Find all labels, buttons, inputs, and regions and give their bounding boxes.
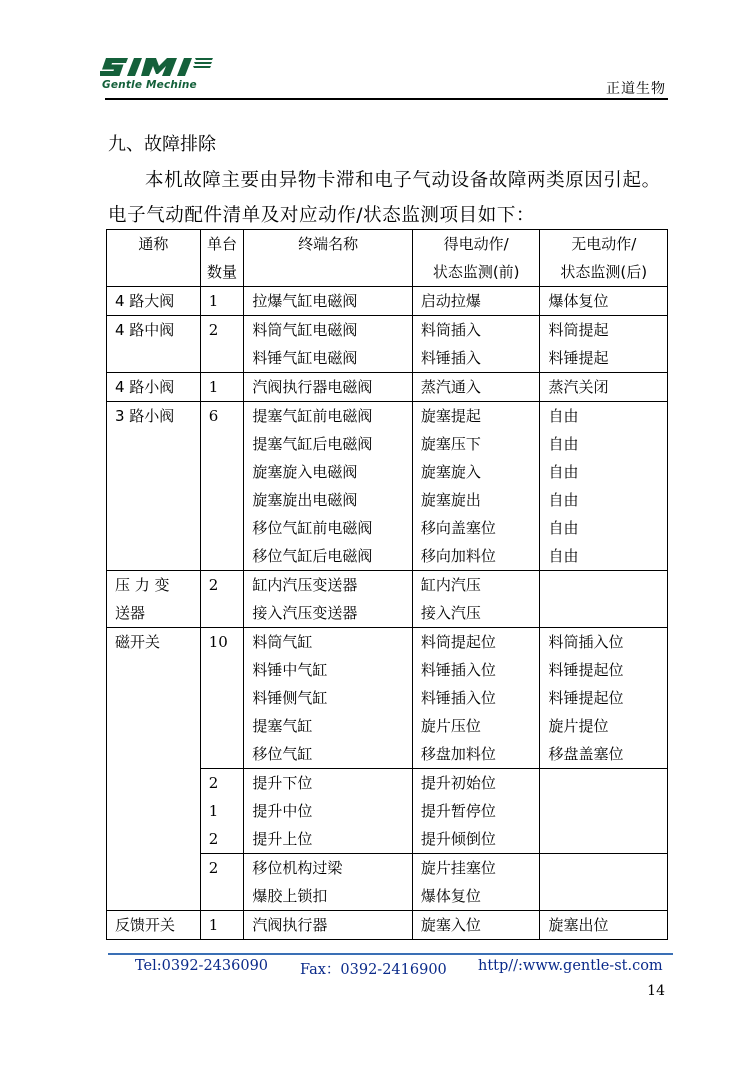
cell-name bbox=[107, 402, 201, 571]
cell-off bbox=[540, 316, 668, 373]
cell-line: 2 bbox=[208, 859, 219, 877]
cell-line: 1 bbox=[208, 292, 219, 310]
cell-qty bbox=[200, 628, 244, 769]
cell-on bbox=[412, 769, 540, 854]
cell-terminal bbox=[244, 769, 413, 854]
cell-terminal bbox=[244, 854, 413, 911]
cell-on bbox=[412, 402, 540, 571]
cell-on bbox=[412, 628, 540, 769]
cell-name bbox=[107, 287, 201, 316]
cell-name bbox=[107, 373, 201, 402]
cell-line: 缸内汽压 bbox=[420, 576, 481, 594]
cell-line: 料锤侧气缸 bbox=[252, 689, 328, 707]
cell-qty bbox=[200, 854, 244, 911]
cell-line: 6 bbox=[208, 407, 219, 425]
cell-line: 料筒气缸电磁阀 bbox=[252, 321, 358, 339]
table-row bbox=[107, 373, 668, 402]
cell-terminal bbox=[244, 402, 413, 571]
cell-name bbox=[107, 911, 201, 940]
cell-line: 自由 bbox=[548, 463, 579, 481]
cell-line: 自由 bbox=[548, 547, 579, 565]
table-row bbox=[107, 911, 668, 940]
cell-line: 10 bbox=[208, 633, 228, 651]
cell-off bbox=[540, 287, 668, 316]
cell-line: 旋塞出位 bbox=[548, 916, 609, 934]
cell-line: 移位气缸前电磁阀 bbox=[252, 519, 373, 537]
cell-on bbox=[412, 316, 540, 373]
cell-line: 料锤气缸电磁阀 bbox=[252, 349, 358, 367]
cell-line: 自由 bbox=[548, 491, 579, 509]
cell-line: 接入汽压变送器 bbox=[252, 604, 358, 622]
cell-terminal bbox=[244, 373, 413, 402]
cell-line: 提塞气缸后电磁阀 bbox=[252, 435, 373, 453]
cell-line: 料筒插入位 bbox=[548, 633, 624, 651]
cell-line: 接入汽压 bbox=[420, 604, 481, 622]
cell-line: 提升倾倒位 bbox=[420, 830, 496, 848]
cell-line: 移盘加料位 bbox=[420, 745, 496, 763]
cell-line: 4 路小阀 bbox=[115, 378, 175, 396]
cell-line: 启动拉爆 bbox=[420, 292, 481, 310]
cell-off bbox=[540, 769, 668, 854]
cell-line: 2 bbox=[208, 774, 219, 792]
logo-subtitle: Gentle Mechine bbox=[102, 79, 197, 91]
cell-line: 汽阀执行器 bbox=[252, 916, 328, 934]
cell-off bbox=[540, 911, 668, 940]
table-row bbox=[107, 402, 668, 571]
cell-line: 提升上位 bbox=[252, 830, 313, 848]
cell-line: 移位气缸 bbox=[252, 745, 313, 763]
cell-line: 4 路大阀 bbox=[115, 292, 175, 310]
cell-line: 旋片提位 bbox=[548, 717, 609, 735]
cell-on bbox=[412, 571, 540, 628]
cell-line: 爆胶上锁扣 bbox=[252, 887, 328, 905]
cell-line: 料锤插入位 bbox=[420, 689, 496, 707]
cell-line: 自由 bbox=[548, 407, 579, 425]
cell-line: 提塞气缸 bbox=[252, 717, 313, 735]
footer-contact bbox=[135, 958, 675, 979]
cell-line: 料筒提起位 bbox=[420, 633, 496, 651]
cell-line: 料筒提起 bbox=[548, 321, 609, 339]
cell-line: 送器 bbox=[115, 604, 146, 622]
cell-line: 旋片挂塞位 bbox=[420, 859, 496, 877]
cell-line: 旋塞旋入电磁阀 bbox=[252, 463, 358, 481]
cell-qty bbox=[200, 911, 244, 940]
header-on-line1: 得电动作/ bbox=[443, 235, 509, 253]
cell-line: 料锤提起 bbox=[548, 349, 609, 367]
cell-line: 旋塞旋出 bbox=[420, 491, 481, 509]
cell-line: 磁开关 bbox=[115, 633, 161, 651]
cell-line: 2 bbox=[208, 321, 219, 339]
cell-off bbox=[540, 402, 668, 571]
cell-line: 料锤提起位 bbox=[548, 661, 624, 679]
simi-logo-mark bbox=[100, 55, 215, 79]
cell-line: 料锤中气缸 bbox=[252, 661, 328, 679]
page-number: 14 bbox=[647, 983, 665, 999]
cell-qty bbox=[200, 316, 244, 373]
parts-table bbox=[106, 229, 668, 940]
section-title: 九、故障排除 bbox=[108, 134, 216, 155]
cell-line: 旋塞入位 bbox=[420, 916, 481, 934]
cell-line: 料锤插入位 bbox=[420, 661, 496, 679]
cell-qty bbox=[200, 373, 244, 402]
cell-line: 旋塞提起 bbox=[420, 407, 481, 425]
cell-terminal bbox=[244, 287, 413, 316]
cell-qty bbox=[200, 571, 244, 628]
cell-line: 移向盖塞位 bbox=[420, 519, 496, 537]
cell-line: 移位气缸后电磁阀 bbox=[252, 547, 373, 565]
header-on bbox=[412, 230, 540, 287]
cell-line: 1 bbox=[208, 916, 219, 934]
cell-line: 蒸汽关闭 bbox=[548, 378, 609, 396]
cell-line: 提升中位 bbox=[252, 802, 313, 820]
header-qty bbox=[200, 230, 244, 287]
cell-line: 提升初始位 bbox=[420, 774, 496, 792]
cell-line: 1 bbox=[208, 802, 219, 820]
cell-line: 移向加料位 bbox=[420, 547, 496, 565]
cell-off bbox=[540, 571, 668, 628]
cell-line: 自由 bbox=[548, 519, 579, 537]
cell-qty bbox=[200, 402, 244, 571]
cell-off bbox=[540, 373, 668, 402]
cell-line: 缸内汽压变送器 bbox=[252, 576, 358, 594]
cell-off bbox=[540, 628, 668, 769]
cell-line: 提升下位 bbox=[252, 774, 313, 792]
cell-on bbox=[412, 911, 540, 940]
header-name: 通称 bbox=[107, 230, 201, 287]
cell-line: 旋塞旋入 bbox=[420, 463, 481, 481]
table-header-row bbox=[107, 230, 668, 287]
cell-line: 蒸汽通入 bbox=[420, 378, 481, 396]
intro-paragraph: 本机故障主要由异物卡滞和电子气动设备故障两类原因引起。电子气动配件清单及对应动作/状态监测项目如下： bbox=[108, 170, 661, 226]
header-on-line2: 状态监测(前) bbox=[432, 263, 520, 281]
header-off-line2: 状态监测(后) bbox=[560, 263, 648, 281]
header-terminal: 终端名称 bbox=[244, 230, 413, 287]
cell-line: 2 bbox=[208, 830, 219, 848]
header-divider bbox=[105, 98, 668, 100]
cell-name bbox=[107, 571, 201, 628]
cell-line: 移位机构过梁 bbox=[252, 859, 343, 877]
cell-line: 料筒气缸 bbox=[252, 633, 313, 651]
cell-on bbox=[412, 854, 540, 911]
table-row bbox=[107, 628, 668, 769]
cell-terminal bbox=[244, 911, 413, 940]
cell-line: 爆体复位 bbox=[420, 887, 481, 905]
cell-line: 料锤插入 bbox=[420, 349, 481, 367]
cell-terminal bbox=[244, 628, 413, 769]
cell-name bbox=[107, 628, 201, 911]
cell-off bbox=[540, 854, 668, 911]
header-off bbox=[540, 230, 668, 287]
footer-tel: Tel:0392-2436090 bbox=[135, 958, 269, 974]
header-qty-line2: 数量 bbox=[207, 263, 238, 281]
company-name: 正道生物 bbox=[606, 81, 666, 97]
cell-terminal bbox=[244, 571, 413, 628]
cell-line: 旋塞压下 bbox=[420, 435, 481, 453]
cell-line: 4 路中阀 bbox=[115, 321, 175, 339]
cell-line: 料筒插入 bbox=[420, 321, 481, 339]
cell-line: 移盘盖塞位 bbox=[548, 745, 624, 763]
cell-line: 3 路小阀 bbox=[115, 407, 175, 425]
company-logo bbox=[100, 55, 215, 93]
footer-divider bbox=[108, 953, 673, 955]
footer-url: http//:www.gentle-st.com bbox=[478, 958, 663, 974]
cell-terminal bbox=[244, 316, 413, 373]
cell-line: 2 bbox=[208, 576, 219, 594]
table-body bbox=[107, 287, 668, 940]
cell-line: 自由 bbox=[548, 435, 579, 453]
cell-line: 汽阀执行器电磁阀 bbox=[252, 378, 373, 396]
table-row bbox=[107, 571, 668, 628]
cell-line: 提塞气缸前电磁阀 bbox=[252, 407, 373, 425]
cell-line: 旋塞旋出电磁阀 bbox=[252, 491, 358, 509]
header-off-line1: 无电动作/ bbox=[571, 235, 637, 253]
cell-name bbox=[107, 316, 201, 373]
header-qty-line1: 单台 bbox=[207, 235, 238, 253]
cell-line: 拉爆气缸电磁阀 bbox=[252, 292, 358, 310]
table-row bbox=[107, 287, 668, 316]
footer-fax: Fax：0392-2416900 bbox=[300, 962, 447, 978]
cell-on bbox=[412, 373, 540, 402]
cell-line: 提升暂停位 bbox=[420, 802, 496, 820]
cell-on bbox=[412, 287, 540, 316]
cell-line: 压 力 变 bbox=[115, 576, 170, 594]
cell-qty bbox=[200, 769, 244, 854]
cell-qty bbox=[200, 287, 244, 316]
table-row bbox=[107, 316, 668, 373]
cell-line: 1 bbox=[208, 378, 219, 396]
cell-line: 料锤提起位 bbox=[548, 689, 624, 707]
cell-line: 爆体复位 bbox=[548, 292, 609, 310]
cell-line: 反馈开关 bbox=[115, 916, 176, 934]
cell-line: 旋片压位 bbox=[420, 717, 481, 735]
